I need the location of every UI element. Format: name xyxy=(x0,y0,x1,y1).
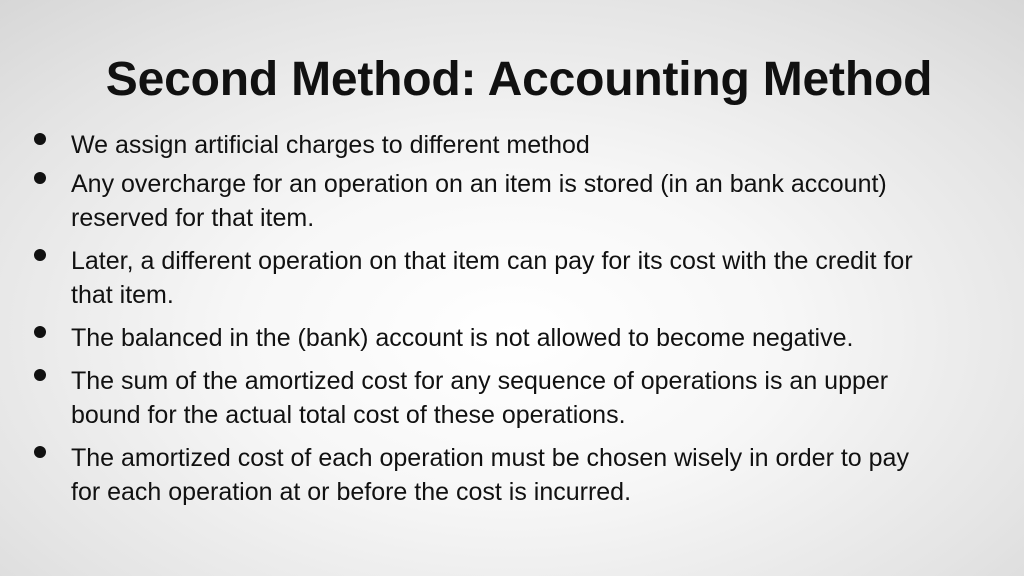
bullet-point-icon xyxy=(34,172,46,184)
bullet-point-icon xyxy=(34,249,46,261)
bullet-text: The balanced in the (bank) account is not allowed to become negative. xyxy=(71,324,854,352)
bullet-text: We assign artificial charges to different method xyxy=(71,131,590,159)
bullet-item xyxy=(32,128,922,162)
bullet-text: The amortized cost of each operation must be chosen wisely in order to pay for each operation at or before the cost is incurred. xyxy=(71,444,909,506)
bullet-text: Any overcharge for an operation on an item is stored (in an bank account) reserved for that item. xyxy=(71,170,887,232)
bullet-point-icon xyxy=(34,369,46,381)
bullet-text: Later, a different operation on that item can pay for its cost with the credit for that item. xyxy=(71,247,913,309)
bullet-list xyxy=(32,128,922,518)
bullet-item xyxy=(32,441,922,509)
slide-title: Second Method: Accounting Method xyxy=(105,53,933,106)
bullet-item xyxy=(32,244,922,312)
bullet-item xyxy=(32,167,922,235)
bullet-point-icon xyxy=(34,446,46,458)
bullet-text: The sum of the amortized cost for any sequence of operations is an upper bound for the actual total cost of these operations. xyxy=(71,367,889,429)
bullet-point-icon xyxy=(34,133,46,145)
bullet-point-icon xyxy=(34,326,46,338)
bullet-item xyxy=(32,364,922,432)
bullet-item xyxy=(32,321,922,355)
